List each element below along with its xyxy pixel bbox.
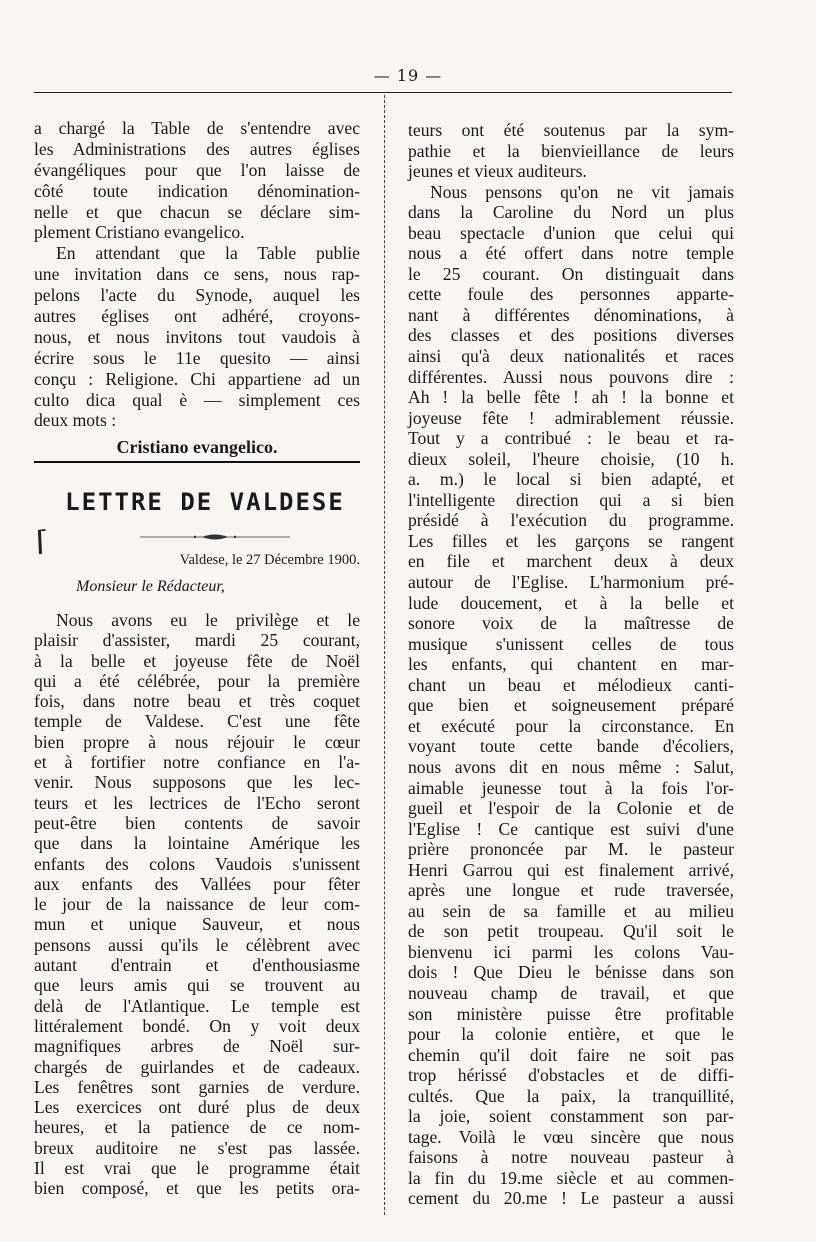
text-line: a chargé la Table de s'entendre avec	[34, 118, 360, 138]
signature: Cristiano evangelico.	[116, 437, 278, 458]
text-line: bienvenu ici parmi les colons Vau-	[408, 941, 734, 962]
text-line: Les filles et les garçons se rangent	[408, 530, 734, 551]
text-line: autant d'entrain et d'enthousiasme	[34, 955, 360, 976]
text-line: et exécuté pour la circonstance. En	[408, 715, 734, 736]
text-line: fois, dans notre beau et très coquet	[34, 691, 360, 712]
text-line: Les exercices ont duré plus de deux	[34, 1097, 360, 1118]
text-line: les enfants, qui chantent en mar-	[408, 654, 734, 675]
text-line: gueil et l'espoir de la Colonie et de	[408, 798, 734, 819]
text-line: teurs ont été soutenus par la sym-	[408, 120, 734, 140]
text-line: Nous avons eu le privilège et le	[56, 610, 360, 630]
text-line: joyeuse fête ! admirablement réussie.	[408, 407, 734, 428]
text-line: bien propre à nous réjouir le cœur	[34, 731, 360, 752]
text-line: évangéliques pour que l'on laisse de	[34, 159, 360, 180]
text-line: son ministère puisse être profitable	[408, 1003, 734, 1024]
text-line: lude doucement, et à la belle et	[408, 592, 734, 613]
text-line: le jour de la naissance de leur com-	[34, 894, 360, 915]
text-line: delà de l'Atlantique. Le temple est	[34, 995, 360, 1016]
text-line: temple de Valdese. C'est une fête	[34, 711, 360, 732]
text-line: cette foule des personnes apparte-	[408, 284, 734, 305]
text-line: nant à différentes dénominations, à	[408, 304, 734, 325]
text-line: autour de l'Eglise. L'harmonium pré-	[408, 572, 734, 593]
text-line: prière prononcée par M. le pasteur	[408, 839, 734, 860]
text-line: nous, et nous invitons tout vaudois à	[34, 326, 360, 347]
column-divider	[384, 95, 385, 1215]
text-line: chant un beau et mélodieux canti-	[408, 674, 734, 695]
salutation: Monsieur le Rédacteur,	[76, 578, 225, 595]
text-line: jeunes et vieux auditeurs.	[408, 161, 587, 182]
text-line: qui a été célébrée, pour la première	[34, 670, 360, 691]
text-line: Nous pensons qu'on ne vit jamais	[430, 181, 734, 202]
text-line: Les fenêtres sont garnies de verdure.	[34, 1076, 360, 1097]
text-line: de son petit troupeau. Qu'il soit le	[408, 921, 734, 942]
text-line: cement du 20.me ! Le pasteur a aussi	[408, 1188, 734, 1209]
text-line: aux enfants des Vallées pour fêter	[34, 873, 360, 894]
text-line: aimable jeunesse tout à la fois l'or-	[408, 777, 734, 798]
text-line: conçu : Religione. Chi appartiene ad un	[34, 368, 360, 389]
text-line: teurs et les lectrices de l'Echo seront	[34, 792, 360, 813]
text-line: pensons aussi qu'ils le célèbrent avec	[34, 934, 360, 955]
text-line: voyant toute cette bande d'écoliers,	[408, 736, 734, 757]
text-line: faisons à notre nouveau pasteur à	[408, 1147, 734, 1168]
text-line: Il est vrai que le programme était	[34, 1158, 360, 1179]
text-line: plaisir d'assister, mardi 25 courant,	[34, 630, 360, 651]
article-body-right	[408, 120, 734, 1209]
text-line: l'intelligente direction qui a si bien	[408, 489, 734, 510]
text-line: les Administrations des autres églises	[34, 138, 360, 159]
text-line: différentes. Aussi nous pouvons dire :	[408, 366, 734, 387]
text-line: venir. Nous supposons que les lec-	[34, 772, 360, 793]
text-line: que leurs amis qui se trouvent au	[34, 975, 360, 996]
text-line: Tout y a contribué : le beau et ra-	[408, 428, 734, 449]
text-line: la joie, soient constamment son par-	[408, 1106, 734, 1127]
text-line: nous avons dit en nous même : Salut,	[408, 756, 734, 777]
text-line: En attendant que la Table publie	[56, 243, 360, 264]
dateline: Valdese, le 27 Décembre 1900.	[179, 552, 360, 568]
section-divider-rule	[34, 461, 360, 463]
text-line: nelle et que chacun se déclare sim-	[34, 201, 360, 222]
header-rule	[34, 92, 732, 93]
text-line: peut-être bien contents de savoir	[34, 812, 360, 833]
text-line: breux auditoire ne s'est pas lassée.	[34, 1137, 360, 1158]
text-line: et à fortifier notre confiance en l'a-	[34, 752, 360, 773]
text-line: sonore voix de la maîtresse de	[408, 613, 734, 634]
text-line: que bien et soigneusement préparé	[408, 695, 734, 716]
text-line: musique s'unissent celles de tous	[408, 633, 734, 654]
text-line: littéralement bondé. On y voit deux	[34, 1015, 360, 1036]
text-line: nous a été offert dans notre temple	[408, 243, 734, 264]
text-line: ainsi qu'à deux nationalités et races	[408, 346, 734, 367]
text-line: dois ! Que Dieu le bénisse dans son	[408, 962, 734, 983]
text-line: en file et marchent deux à deux	[408, 551, 734, 572]
text-line: dans la Caroline du Nord un plus	[408, 202, 734, 223]
text-line: une invitation dans ce sens, nous rap-	[34, 264, 360, 285]
text-line: le 25 courant. On distinguait dans	[408, 263, 734, 284]
text-line: nouveau champ de travail, et que	[408, 982, 734, 1003]
text-line: à la belle et joyeuse fête de Noël	[34, 650, 360, 671]
text-line: après une longue et rude traversée,	[408, 880, 734, 901]
text-line: pathie et la bienvieillance de leurs	[408, 140, 734, 161]
left-column-top-text	[34, 118, 360, 458]
text-line: enfants des colons Vaudois s'unissent	[34, 853, 360, 874]
text-line: trop hérissé d'obstacles et de diffi-	[408, 1065, 734, 1086]
text-line: bien composé, et que les petits ora-	[34, 1178, 360, 1199]
text-line: deux mots :	[34, 410, 117, 431]
text-line: Henri Garrou qui est finalement arrivé,	[408, 859, 734, 880]
text-line: Ah ! la belle fête ! ah ! la bonne et	[408, 387, 734, 408]
text-line: heures, et la patience de ce nom-	[34, 1117, 360, 1138]
text-line: cultés. Que la paix, la tranquillité,	[408, 1085, 734, 1106]
text-line: écrire sous le 11e quesito — ainsi	[34, 347, 360, 368]
text-line: culto dica qual è — simplement ces	[34, 389, 360, 410]
text-line: plement Cristiano evangelico.	[34, 222, 245, 243]
text-line: au sein de sa famille et au milieu	[408, 900, 734, 921]
text-line: l'Eglise ! Ce cantique est suivi d'une	[408, 818, 734, 839]
text-line: beau spectacle d'union que celui qui	[408, 222, 734, 243]
text-line: dieux soleil, l'heure choisie, (10 h.	[408, 448, 734, 469]
text-line: pour la colonie entière, et que le	[408, 1024, 734, 1045]
text-line: chargés de guirlandes et de cadeaux.	[34, 1056, 360, 1077]
text-line: pelons l'acte du Synode, auquel les	[34, 285, 360, 306]
text-line: chemin qu'il doit faire ne soit pas	[408, 1044, 734, 1065]
text-line: des classes et des positions diverses	[408, 325, 734, 346]
text-line: mun et unique Sauveur, et nous	[34, 914, 360, 935]
ornament-rule	[140, 532, 290, 542]
text-line: autres églises ont adhéré, croyons-	[34, 306, 360, 327]
page-number: — 19 —	[373, 66, 443, 85]
text-line: présidé à l'exécution du programme.	[408, 510, 734, 531]
article-body-left	[34, 610, 360, 1199]
text-line: côté toute indication dénomination-	[34, 180, 360, 201]
text-line: tage. Voilà le vœu sincère que nous	[408, 1126, 734, 1147]
text-line: magnifiques arbres de Noël sur-	[34, 1036, 360, 1057]
text-line: a. m.) le local si bien adapté, et	[408, 469, 734, 490]
text-line: la fin du 19.me siècle et au commen-	[408, 1167, 734, 1188]
article-heading: LETTRE DE VALDESE	[65, 488, 345, 516]
text-line: que dans la lointaine Amérique les	[34, 833, 360, 854]
